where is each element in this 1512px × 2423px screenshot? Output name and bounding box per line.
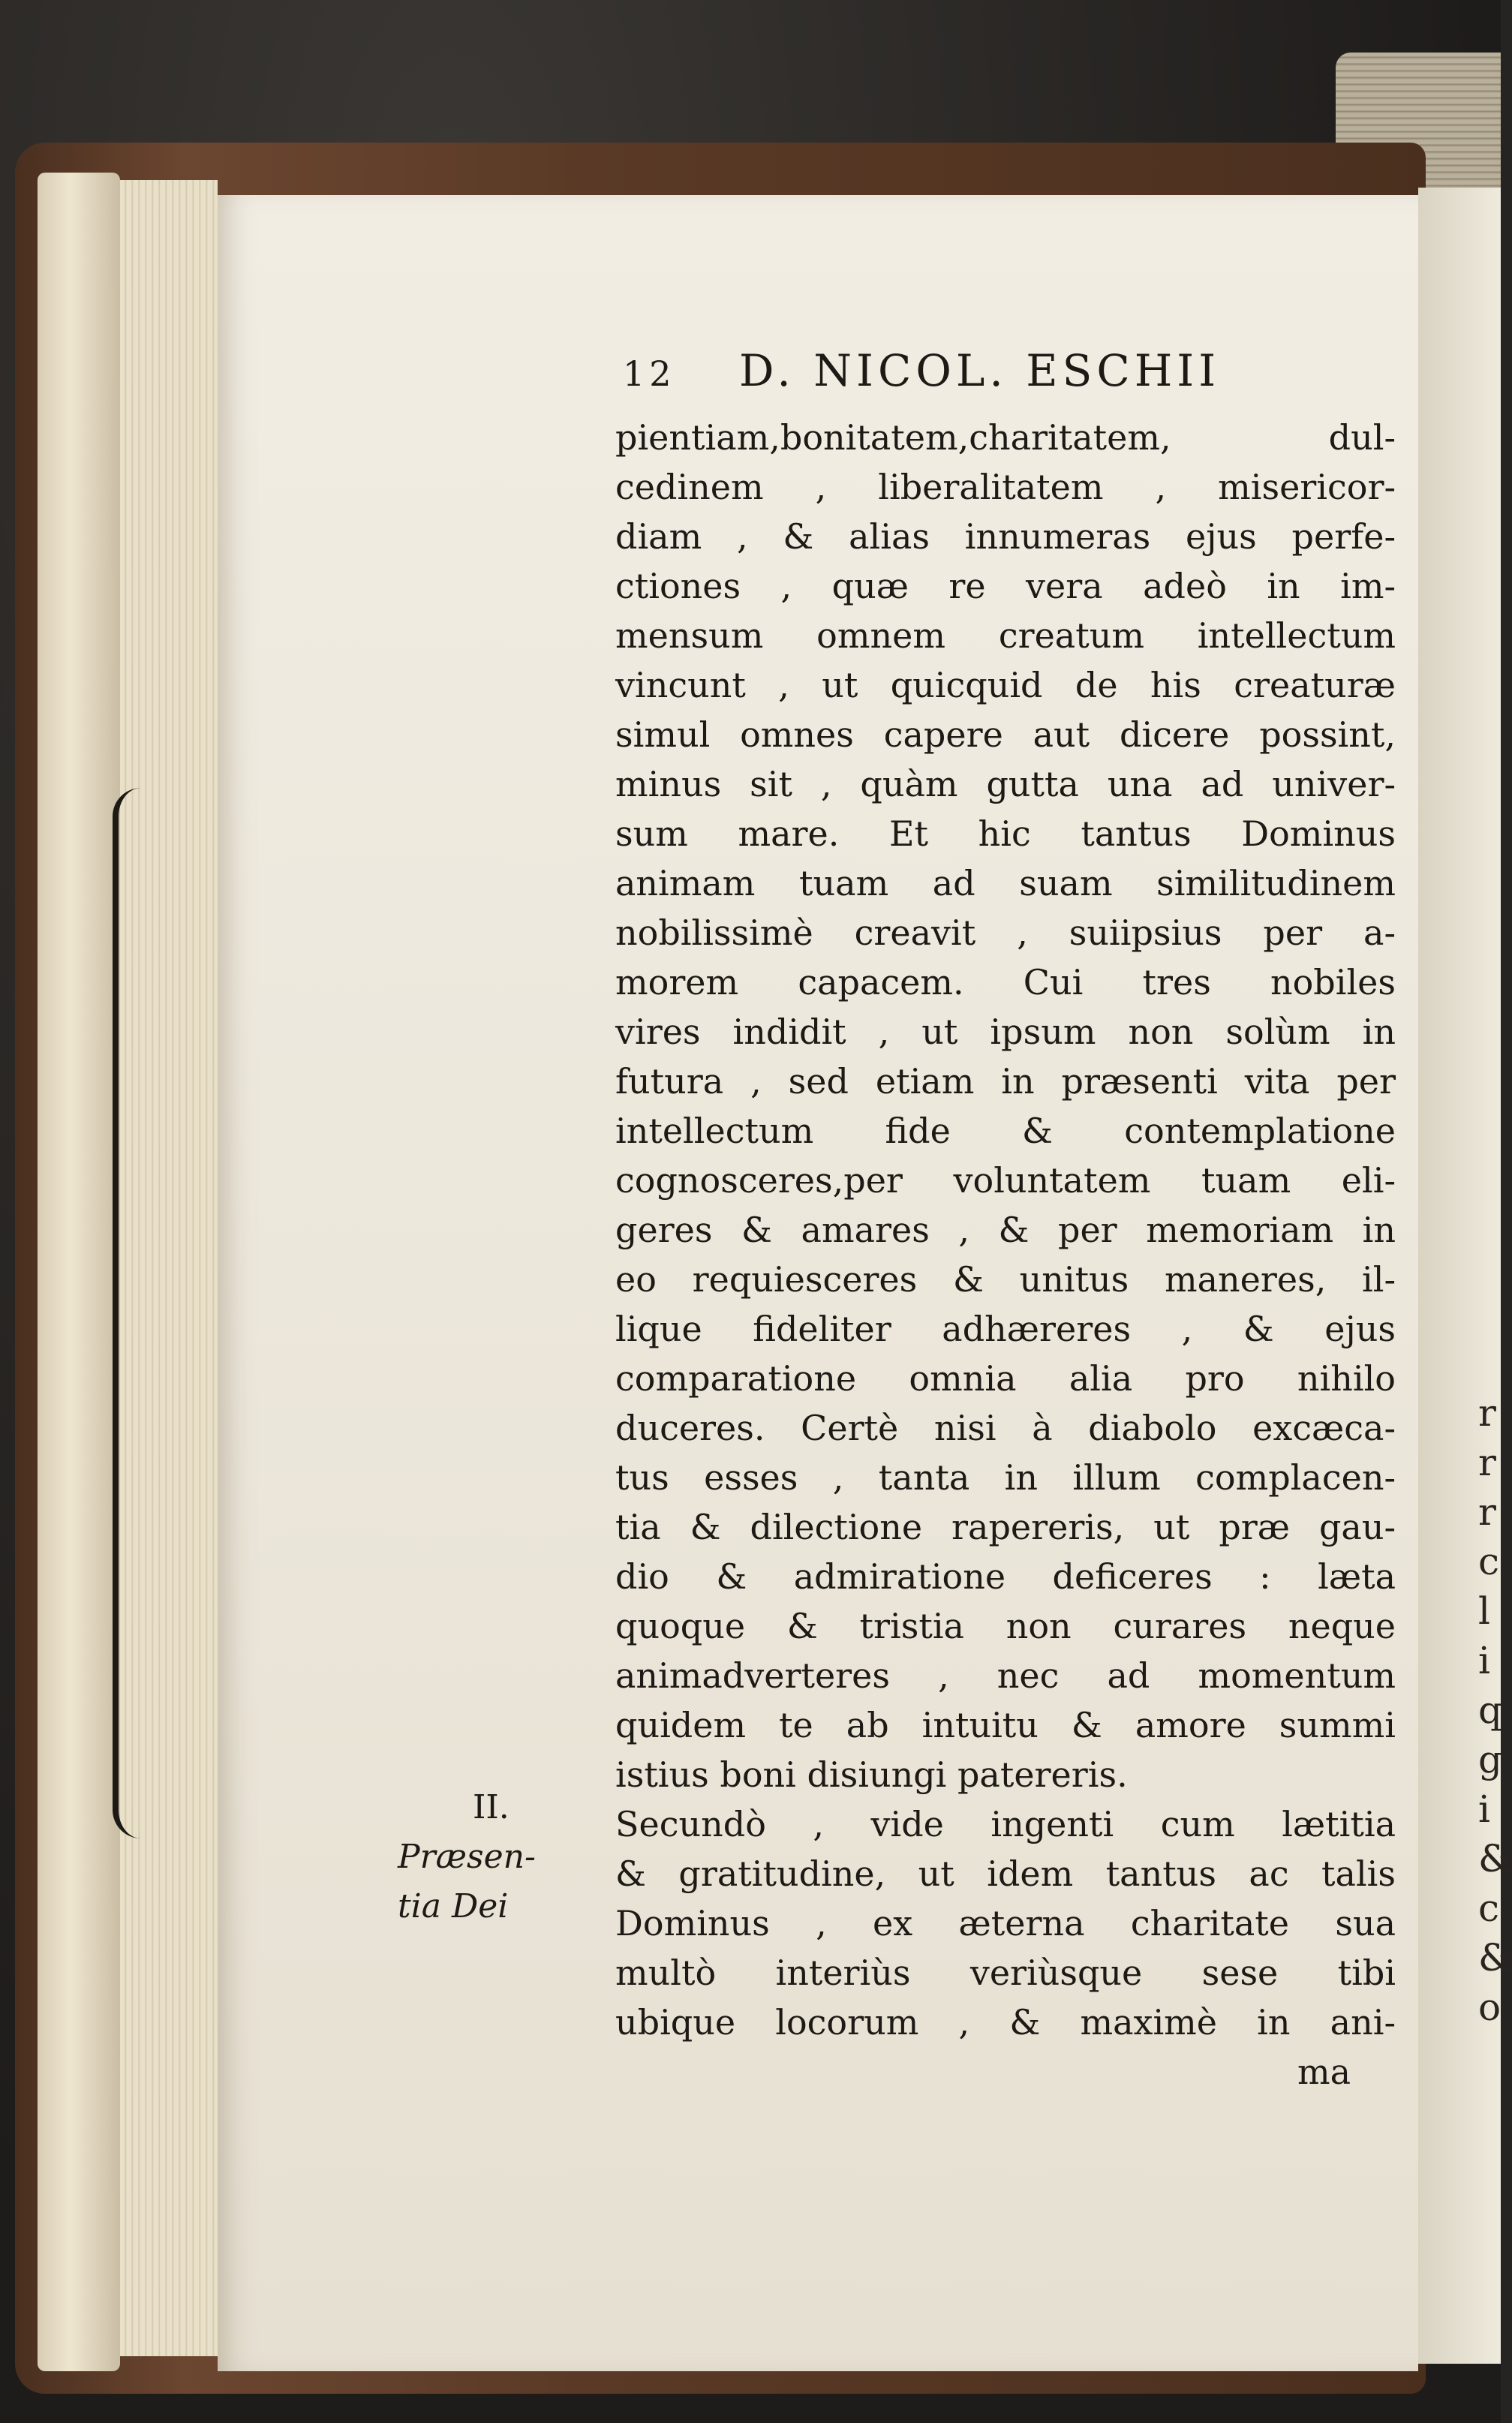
bookmark-ribbon [113,788,141,1838]
text-line: nobilissimè creavit , suiipsius per a- [615,912,1396,953]
text-line: animam tuam ad suam similitudinem [615,863,1396,903]
text-line: Dominus , ex æterna charitate sua [615,1903,1396,1944]
text-line: vires indidit , ut ipsum non solùm in [615,1012,1396,1052]
page-content [218,195,1418,2371]
text-line: futura , sed etiam in præsenti vita per [615,1061,1396,1102]
text-line: cognosceres,per voluntatem tuam eli- [615,1160,1396,1201]
marginal-number: II. [473,1788,510,1826]
text-line: animadverteres , nec ad momentum [615,1655,1396,1696]
page-number: 12 [623,353,676,394]
marginal-note [398,1783,600,1931]
text-line: Secundò , vide ingenti cum lætitia [615,1804,1396,1844]
text-line: intellectum fide & contemplatione [615,1111,1396,1151]
text-line: duceres. Certè nisi à diabolo excæca- [615,1408,1396,1448]
text-line: & gratitudine, ut idem tantus ac talis [615,1853,1396,1894]
text-line: diam , & alias innumeras ejus perfe- [615,516,1396,557]
text-line: quidem te ab intuitu & amore summi [615,1705,1396,1745]
running-title: D. NICOL. ESCHII [738,345,1221,396]
text-line: pientiam,bonitatem,charitatem, dul- [615,417,1396,458]
text-line: quoque & tristia non curares neque [615,1606,1396,1646]
text-line: minus sit , quàm gutta una ad univer- [615,764,1396,804]
text-line: comparatione omnia alia pro nihilo [615,1358,1396,1399]
running-header [623,345,1373,396]
facing-page-letters: r r r c l i q g i & c & o [1478,1391,1512,2029]
text-line: sum mare. Et hic tantus Dominus [615,813,1396,854]
left-page-edge [38,173,120,2371]
body-text [615,413,1396,2097]
text-line: mensum omnem creatum intellectum [615,615,1396,656]
text-line: ubique locorum , & maximè in ani- [615,2002,1396,2043]
facing-page-edge [1418,188,1501,2364]
text-line: simul omnes capere aut dicere possint, [615,714,1396,755]
catchword: ma [1297,2052,1351,2092]
text-line: tus esses , tanta in illum complacen- [615,1457,1396,1498]
marginal-line: tia Dei [398,1887,509,1925]
text-line: istius boni disiungi patereris. [615,1754,1128,1795]
text-line: dio & admiratione deficeres : læta [615,1556,1396,1597]
text-line: cedinem , liberalitatem , misericor- [615,467,1396,507]
text-line: vincunt , ut quicquid de his creaturæ [615,665,1396,705]
marginal-line: Præsen- [398,1838,536,1876]
text-line: ctiones , quæ re vera adeò in im- [615,566,1396,606]
text-line: multò interiùs veriùsque sese tibi [615,1953,1396,1993]
text-line: tia & dilectione rapereris, ut præ gau- [615,1507,1396,1547]
text-line: eo requiesceres & unitus maneres, il- [615,1259,1396,1300]
text-line: geres & amares , & per memoriam in [615,1210,1396,1250]
text-line: morem capacem. Cui tres nobiles [615,962,1396,1003]
text-line: lique fideliter adhæreres , & ejus [615,1309,1396,1349]
book-page [218,195,1418,2371]
